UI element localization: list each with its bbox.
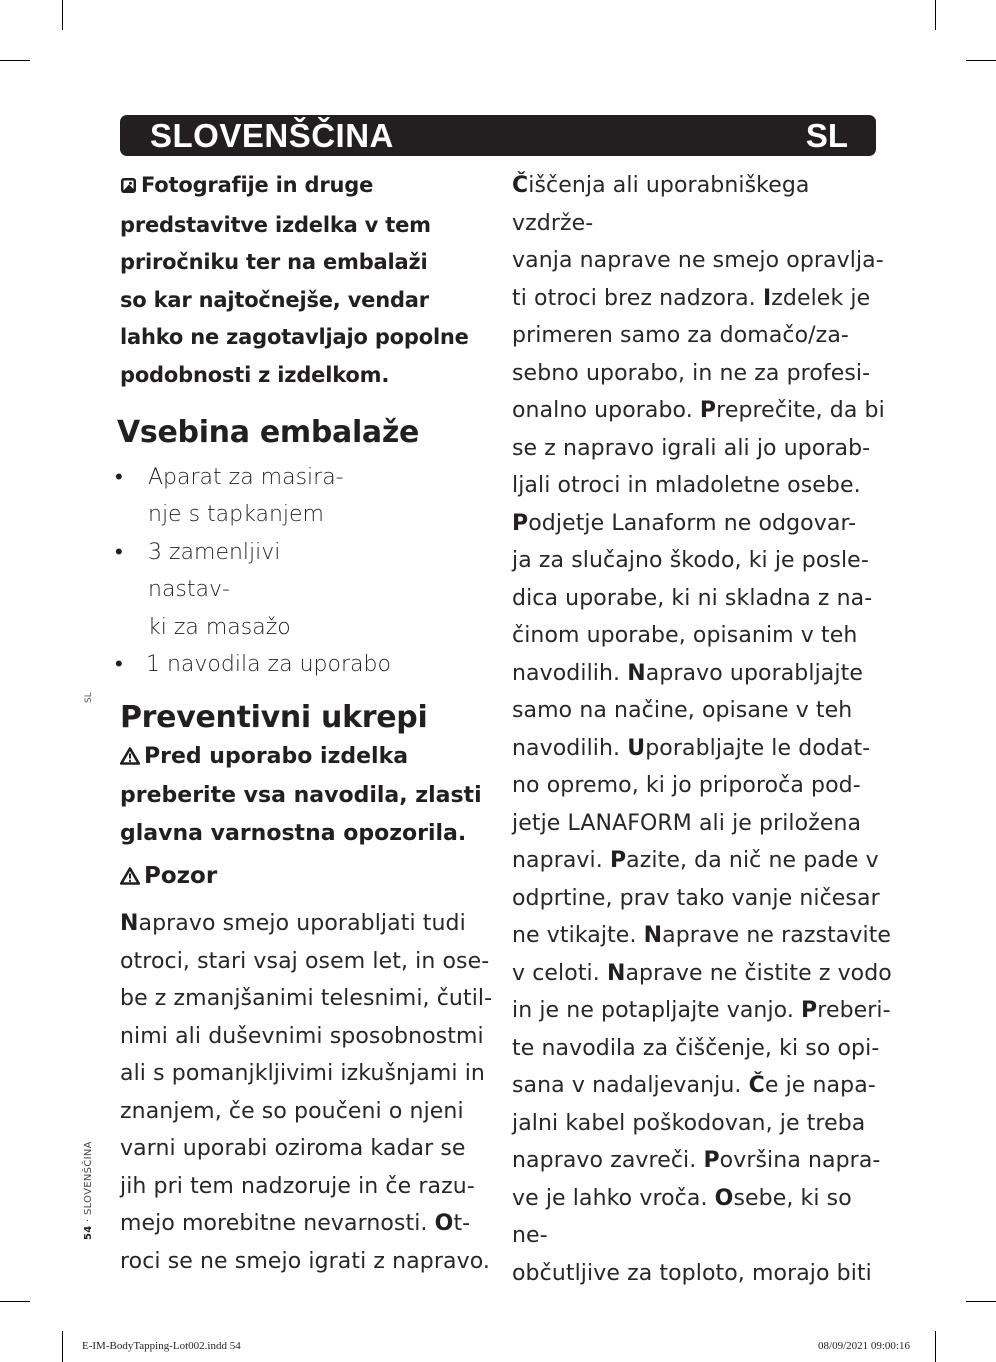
body-line: jetje LANAFORM ali je priložena [512, 810, 862, 836]
body-line: otroci, stari vsaj osem let, in ose- [120, 948, 490, 974]
body-line: primeren samo za domačo/za- [512, 323, 849, 348]
safety-body [512, 167, 892, 1292]
body-line: samo na načine, opisane v teh [512, 698, 853, 723]
crop-mark [935, 1331, 936, 1362]
page-footer-label: · SLOVENŠČINA [83, 1141, 94, 1222]
crop-mark [0, 60, 30, 61]
body-line: napravi. Pazite, da nič ne pade v [512, 848, 879, 873]
crop-mark [62, 0, 63, 30]
crop-mark [966, 1301, 996, 1302]
list-item: • 1 navodila za uporabo [120, 646, 495, 684]
body-line: nimi ali duševnimi sposobnostmi [120, 1023, 484, 1049]
body-line: ne vtikajte. Naprave ne razstavite [512, 923, 892, 948]
language-title: SLOVENŠČINA [150, 117, 394, 154]
bullet-icon: • [115, 539, 123, 565]
bullet-icon: • [115, 464, 123, 490]
page-number: 54 [83, 1225, 94, 1240]
image-icon [120, 169, 137, 207]
body-line: napravo zavreči. Površina napra- [512, 1148, 881, 1173]
disclaimer-line: podobnosti z izdelkom. [120, 362, 390, 387]
body-line: roci se ne smejo igrati z napravo. [120, 1248, 490, 1274]
slug-filename: E-IM-BodyTapping-Lot002.indd 54 [82, 1340, 241, 1352]
attention-body [120, 905, 495, 1280]
language-code: SL [805, 117, 848, 154]
body-line: ja za slučajno škodo, ki je posle- [512, 548, 869, 573]
body-line: se z napravo igrali ali jo uporab- [512, 435, 871, 461]
body-line: te navodila za čiščenje, ki so opi- [512, 1035, 880, 1061]
list-item: • Aparat za masira- nje s tapkanjem [120, 459, 495, 534]
body-line: navodilih. Napravo uporabljajte [512, 660, 863, 686]
language-header-bar [120, 115, 876, 156]
body-line: ljali otroci in mladoletne osebe. [512, 473, 861, 498]
contents-heading: Vsebina embalaže [117, 414, 420, 450]
attention-label: Pozor [120, 858, 495, 897]
body-line: jalni kabel poškodovan, je treba [512, 1110, 866, 1136]
body-line: v celoti. Naprave ne čistite z vodo [512, 960, 892, 986]
warning-block [120, 738, 495, 853]
body-line: Čiščenja ali uporabniškega vzdrže- [512, 173, 810, 236]
disclaimer-line: so kar najtočnejše, vendar [120, 287, 429, 312]
slug-datetime: 08/09/2021 09:00:16 [818, 1340, 910, 1352]
precautions-heading: Preventivni ukrepi [120, 699, 428, 735]
disclaimer-line: predstavitve izdelka v tem [120, 212, 431, 237]
disclaimer-line: Fotografije in druge [120, 167, 495, 207]
side-tab-label: SL [84, 692, 94, 703]
page-footer [83, 1141, 94, 1240]
body-line: dica uporabe, ki ni skladna z na- [512, 585, 873, 611]
disclaimer-block [120, 167, 495, 395]
crop-mark [935, 0, 936, 30]
body-line: Napravo smejo uporabljati tudi [120, 911, 466, 937]
body-line: Podjetje Lanaform ne odgovar- [512, 510, 857, 536]
crop-mark [0, 1301, 30, 1302]
body-line: vanja naprave ne smejo opravlja- [512, 248, 884, 273]
body-line: činom uporabe, opisanim v teh [512, 623, 858, 648]
body-line: onalno uporabo. Preprečite, da bi [512, 398, 885, 423]
warning-line: glavna varnostna opozorila. [120, 820, 467, 846]
right-column [512, 167, 892, 1292]
disclaimer-line: priročniku ter na embalaži [120, 250, 428, 275]
body-line: be z zmanjšanimi telesnimi, čutil- [120, 986, 493, 1012]
body-line: znanjem, če so poučeni o njeni [120, 1098, 464, 1124]
warning-line: preberite vsa navodila, zlasti [120, 783, 482, 809]
disclaimer-line: lahko ne zagotavljajo popolne [120, 325, 469, 350]
body-line: sebno uporabo, in ne za profesi- [512, 360, 871, 386]
warning-icon [120, 860, 140, 897]
body-line: mejo morebitne nevarnosti. Ot- [120, 1211, 471, 1237]
body-line: no opremo, ki jo priporoča pod- [512, 773, 861, 798]
body-line: sana v nadaljevanju. Če je napa- [512, 1073, 876, 1098]
body-line: ti otroci brez nadzora. Izdelek je [512, 285, 871, 311]
body-line: ali s pomanjkljivimi izkušnjami in [120, 1061, 485, 1087]
bullet-icon: • [115, 652, 123, 678]
body-line: in je ne potapljajte vanjo. Preberi- [512, 998, 891, 1023]
warning-line: Pred uporabo izdelka [120, 738, 495, 778]
list-item: • 3 zamenljivi nastav- ki za masažo [120, 534, 495, 647]
body-line: odprtine, prav tako vanje ničesar [512, 885, 880, 911]
contents-list [115, 459, 495, 684]
crop-mark [966, 60, 996, 61]
left-column [115, 167, 495, 1280]
body-line: občutljive za toploto, morajo biti [512, 1260, 872, 1286]
body-line: jih pri tem nadzoruje in če razu- [120, 1173, 475, 1199]
crop-mark [62, 1331, 63, 1362]
body-line: ve je lahko vroča. Osebe, ki so ne- [512, 1185, 852, 1248]
warning-icon [120, 740, 140, 778]
body-line: varni uporabi oziroma kadar se [120, 1136, 466, 1162]
body-line: navodilih. Uporabljajte le dodat- [512, 735, 871, 761]
